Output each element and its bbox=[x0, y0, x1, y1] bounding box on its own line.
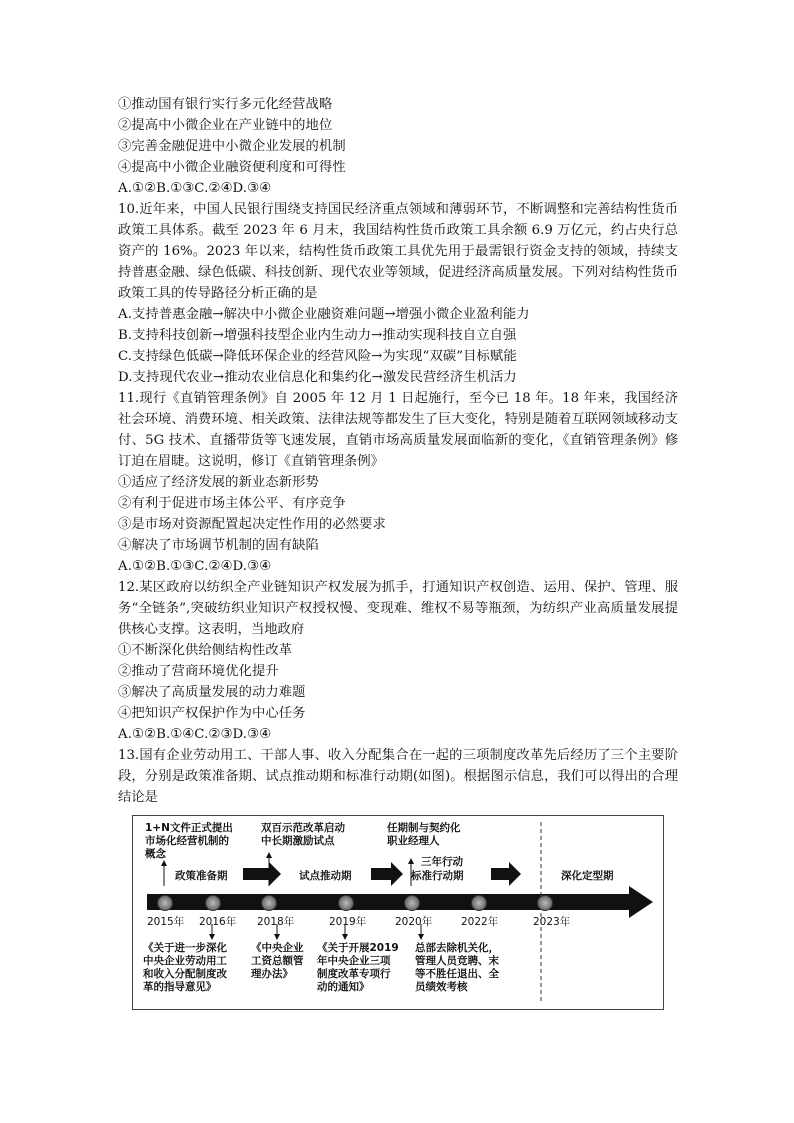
milestone-dot bbox=[338, 895, 354, 911]
phase-arrow-1 bbox=[243, 862, 281, 886]
phase-arrow-2 bbox=[371, 862, 403, 886]
year-label: 2023年 bbox=[533, 916, 571, 928]
phase-arrow-3 bbox=[491, 862, 521, 886]
year-label: 2020年 bbox=[395, 916, 433, 928]
q12-option-3: ③解决了高质量发展的动力难题 bbox=[118, 685, 306, 700]
reform-timeline-figure bbox=[132, 815, 664, 1010]
question-page bbox=[118, 94, 678, 808]
q10-option-d: D.支持现代农业→推动农业信息化和集约化→激发民营经济生机活力 bbox=[118, 370, 517, 385]
q11-option-3: ③是市场对资源配置起决定性作用的必然要求 bbox=[118, 517, 386, 532]
q11-option-1: ①适应了经济发展的新业态新形势 bbox=[118, 475, 319, 490]
milestone-dot bbox=[261, 895, 277, 911]
phase-prep: 政策准备期 bbox=[175, 870, 228, 882]
year-label: 2018年 bbox=[257, 916, 295, 928]
q10-option-a: A.支持普惠金融→解决中小微企业融资难问题→增强小微企业盈利能力 bbox=[118, 307, 530, 322]
top-note-3: 任期制与契约化 职业经理人 bbox=[387, 822, 461, 847]
milestone-dot bbox=[404, 895, 420, 911]
q12-option-4: ④把知识产权保护作为中心任务 bbox=[118, 706, 306, 721]
q9-option-3: ③完善金融促进中小微企业发展的机制 bbox=[118, 139, 346, 154]
q12-choices: A.①②B.①④C.②③D.③④ bbox=[118, 727, 272, 742]
q12-option-2: ②推动了营商环境优化提升 bbox=[118, 664, 279, 679]
q9-choices: A.①②B.①③C.②④D.③④ bbox=[118, 181, 272, 196]
q11-option-2: ②有利于促进市场主体公平、有序竞争 bbox=[118, 496, 346, 511]
q9-option-1: ①推动国有银行实行多元化经营战略 bbox=[118, 97, 333, 112]
year-label: 2015年 bbox=[147, 916, 185, 928]
milestone-dot bbox=[471, 895, 487, 911]
q10-option-b: B.支持科技创新→增强科技型企业内生动力→推动实现科技自立自强 bbox=[118, 328, 517, 343]
year-label: 2019年 bbox=[329, 916, 367, 928]
bottom-note-2: 《中央企业 工资总额管 理办法》 bbox=[251, 942, 304, 980]
milestone-dot bbox=[157, 895, 173, 911]
q9-option-2: ②提高中小微企业在产业链中的地位 bbox=[118, 118, 333, 133]
q12-option-1: ①不断深化供给侧结构性改革 bbox=[118, 643, 293, 658]
phase-std: 标准行动期 bbox=[411, 870, 464, 882]
year-label: 2016年 bbox=[199, 916, 237, 928]
phase-pilot: 试点推动期 bbox=[299, 870, 352, 882]
q11-choices: A.①②B.①③C.②④D.③④ bbox=[118, 559, 272, 574]
q12-stem: 12.某区政府以纺织全产业链知识产权发展为抓手，打通知识产权创造、运用、保护、管理、服务“全链条”,突破纺织业知识产权授权慢、变现难、维权不易等瓶颈，为纺织产业高质量发展提供核心支撑。这表明，当地政府 bbox=[118, 580, 678, 637]
q11-stem: 11.现行《直销管理条例》自 2005 年 12 月 1 日起施行，至今已 18 年。18 年来，我国经济社会环境、消费环境、相关政策、法律法规等都发生了巨大变化，特别是随着互联网领域移动支付、5G 技术、直播带货等飞速发展，直销市场高质量发展面临新的变化，《直销管理条例》修订迫在眉睫。这说明，修订《直销管理条例》 bbox=[118, 391, 678, 469]
bottom-note-3: 《关于开展2019 年中央企业三项 制度改革专项行 动的通知》 bbox=[317, 942, 399, 993]
bottom-note-1: 《关于进一步深化 中央企业劳动用工 和收入分配制度改 革的指导意见》 bbox=[143, 942, 227, 993]
q10-stem: 10.近年来，中国人民银行围绕支持国民经济重点领域和薄弱环节，不断调整和完善结构性货币政策工具体系。截至 2023 年 6 月末，我国结构性货币政策工具余额 6.9 万亿元，约占央行总资产的 16%。2023 年以来，结构性货币政策工具优先用于最需银行资金支持的领域，持续支持普惠金融、绿色低碳、科技创新、现代农业等领域，促进经济高质量发展。下列对结构性货币政策工具的传导路径分析正确的是 bbox=[118, 202, 678, 301]
phase-std-top: 三年行动 bbox=[421, 856, 463, 868]
q10-option-c: C.支持绿色低碳→降低环保企业的经营风险→为实现“双碳”目标赋能 bbox=[118, 349, 517, 364]
top-note-1: 1+N文件正式提出 市场化经营机制的 概念 bbox=[145, 822, 233, 860]
q11-option-4: ④解决了市场调节机制的固有缺陷 bbox=[118, 538, 319, 553]
phase-deep: 深化定型期 bbox=[561, 870, 614, 882]
milestone-dot bbox=[205, 895, 221, 911]
q13-stem: 13.国有企业劳动用工、干部人事、收入分配集合在一起的三项制度改革先后经历了三个主要阶段，分别是政策准备期、试点推动期和标准行动期(如图)。根据图示信息，我们可以得出的合理结论是 bbox=[118, 748, 678, 805]
q9-option-4: ④提高中小微企业融资便利度和可得性 bbox=[118, 160, 346, 175]
year-label: 2022年 bbox=[461, 916, 499, 928]
top-note-2: 双百示范改革启动 中长期激励试点 bbox=[261, 822, 345, 847]
milestone-dot bbox=[537, 895, 553, 911]
bottom-note-4: 总部去除机关化， 管理人员竞聘、末 等不胜任退出、全 员绩效考核 bbox=[415, 942, 499, 993]
